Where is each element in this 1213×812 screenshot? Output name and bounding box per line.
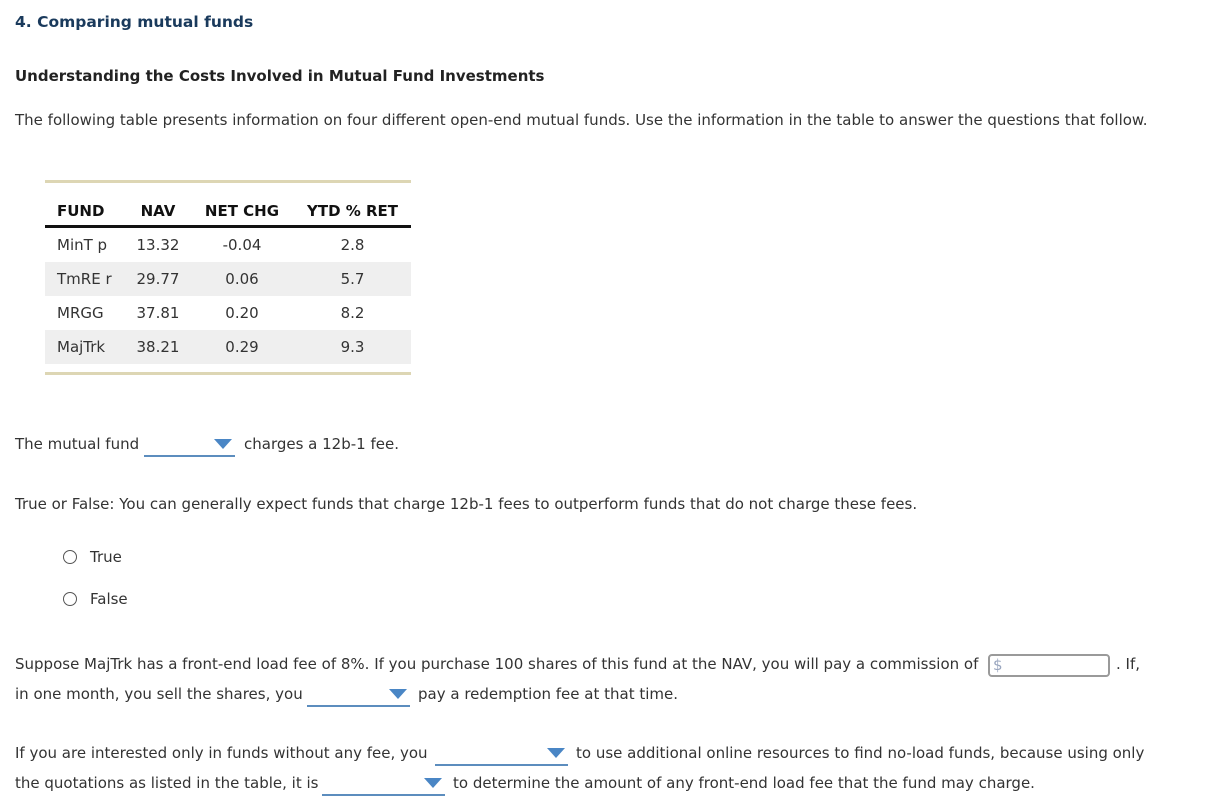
radio-option-false[interactable] <box>63 590 128 608</box>
intro-text: The following table presents information on four different open-end mutual funds. Use the information in the table to answer the questions that follow. <box>15 111 1148 129</box>
fund-net-chg: 0.20 <box>225 304 259 322</box>
fund-name: MajTrk <box>45 330 126 364</box>
q3-line2-suffix: pay a redemption fee at that time. <box>418 685 679 703</box>
table-row <box>45 296 411 330</box>
online-resources-dropdown[interactable] <box>435 744 568 766</box>
header-net-chg: NET CHG <box>190 183 294 227</box>
q4-line2-suffix: to determine the amount of any front-end load fee that the fund may charge. <box>453 774 1035 792</box>
fund-nav: 29.77 <box>126 262 190 296</box>
chevron-down-icon <box>389 689 407 699</box>
header-nav: NAV <box>126 183 190 227</box>
q1-prefix: The mutual fund <box>15 435 140 453</box>
table-row <box>45 330 411 364</box>
header-ytd-ret: YTD % RET <box>294 183 411 227</box>
table-row <box>45 227 411 263</box>
q3-after-input: . If, <box>1116 655 1141 673</box>
radio-label: True <box>90 548 122 566</box>
commission-input[interactable] <box>988 654 1110 677</box>
q1-suffix: charges a 12b-1 fee. <box>244 435 399 453</box>
radio-option-true[interactable] <box>63 548 122 566</box>
redemption-fee-dropdown[interactable] <box>307 685 410 707</box>
radio-label: False <box>90 590 128 608</box>
chevron-down-icon <box>214 439 232 449</box>
fund-12b1-dropdown[interactable] <box>144 435 235 457</box>
q3-line2-prefix: in one month, you sell the shares, you <box>15 685 303 703</box>
fund-name: TmRE r <box>45 262 126 296</box>
section-subtitle: Understanding the Costs Involved in Mutual Fund Investments <box>15 67 545 85</box>
fund-net-chg: 0.29 <box>190 330 294 364</box>
q4-line1-suffix: to use additional online resources to find no-load funds, because using only <box>576 744 1145 762</box>
radio-button[interactable] <box>63 550 77 564</box>
fund-ytd-ret: 2.8 <box>340 236 365 254</box>
q4-line2-prefix: the quotations as listed in the table, it is <box>15 774 319 792</box>
dollar-sign: $ <box>993 656 1003 674</box>
q2-prompt: True or False: You can generally expect funds that charge 12b-1 fees to outperform funds that do not charge these fees. <box>15 495 918 513</box>
fund-name: MinT p <box>57 236 108 254</box>
fund-name: MRGG <box>57 304 104 322</box>
question-title: 4. Comparing mutual funds <box>15 13 254 31</box>
radio-button[interactable] <box>63 592 77 606</box>
fund-ytd-ret: 8.2 <box>340 304 365 322</box>
fund-nav: 13.32 <box>136 236 180 254</box>
mutual-fund-table <box>45 180 411 375</box>
determine-fee-dropdown[interactable] <box>322 774 445 796</box>
chevron-down-icon <box>547 748 565 758</box>
q4-line1-prefix: If you are interested only in funds without any fee, you <box>15 744 428 762</box>
q3-line1: Suppose MajTrk has a front-end load fee of 8%. If you purchase 100 shares of this fund at the NAV, you will pay a commission of <box>15 655 979 673</box>
fund-ytd-ret: 9.3 <box>294 330 411 364</box>
fund-net-chg: -0.04 <box>222 236 262 254</box>
table-row <box>45 262 411 296</box>
fund-net-chg: 0.06 <box>190 262 294 296</box>
table-header-row <box>45 183 411 227</box>
fund-nav: 37.81 <box>136 304 180 322</box>
chevron-down-icon <box>424 778 442 788</box>
header-fund: FUND <box>45 183 126 227</box>
fund-nav: 38.21 <box>126 330 190 364</box>
fund-ytd-ret: 5.7 <box>294 262 411 296</box>
